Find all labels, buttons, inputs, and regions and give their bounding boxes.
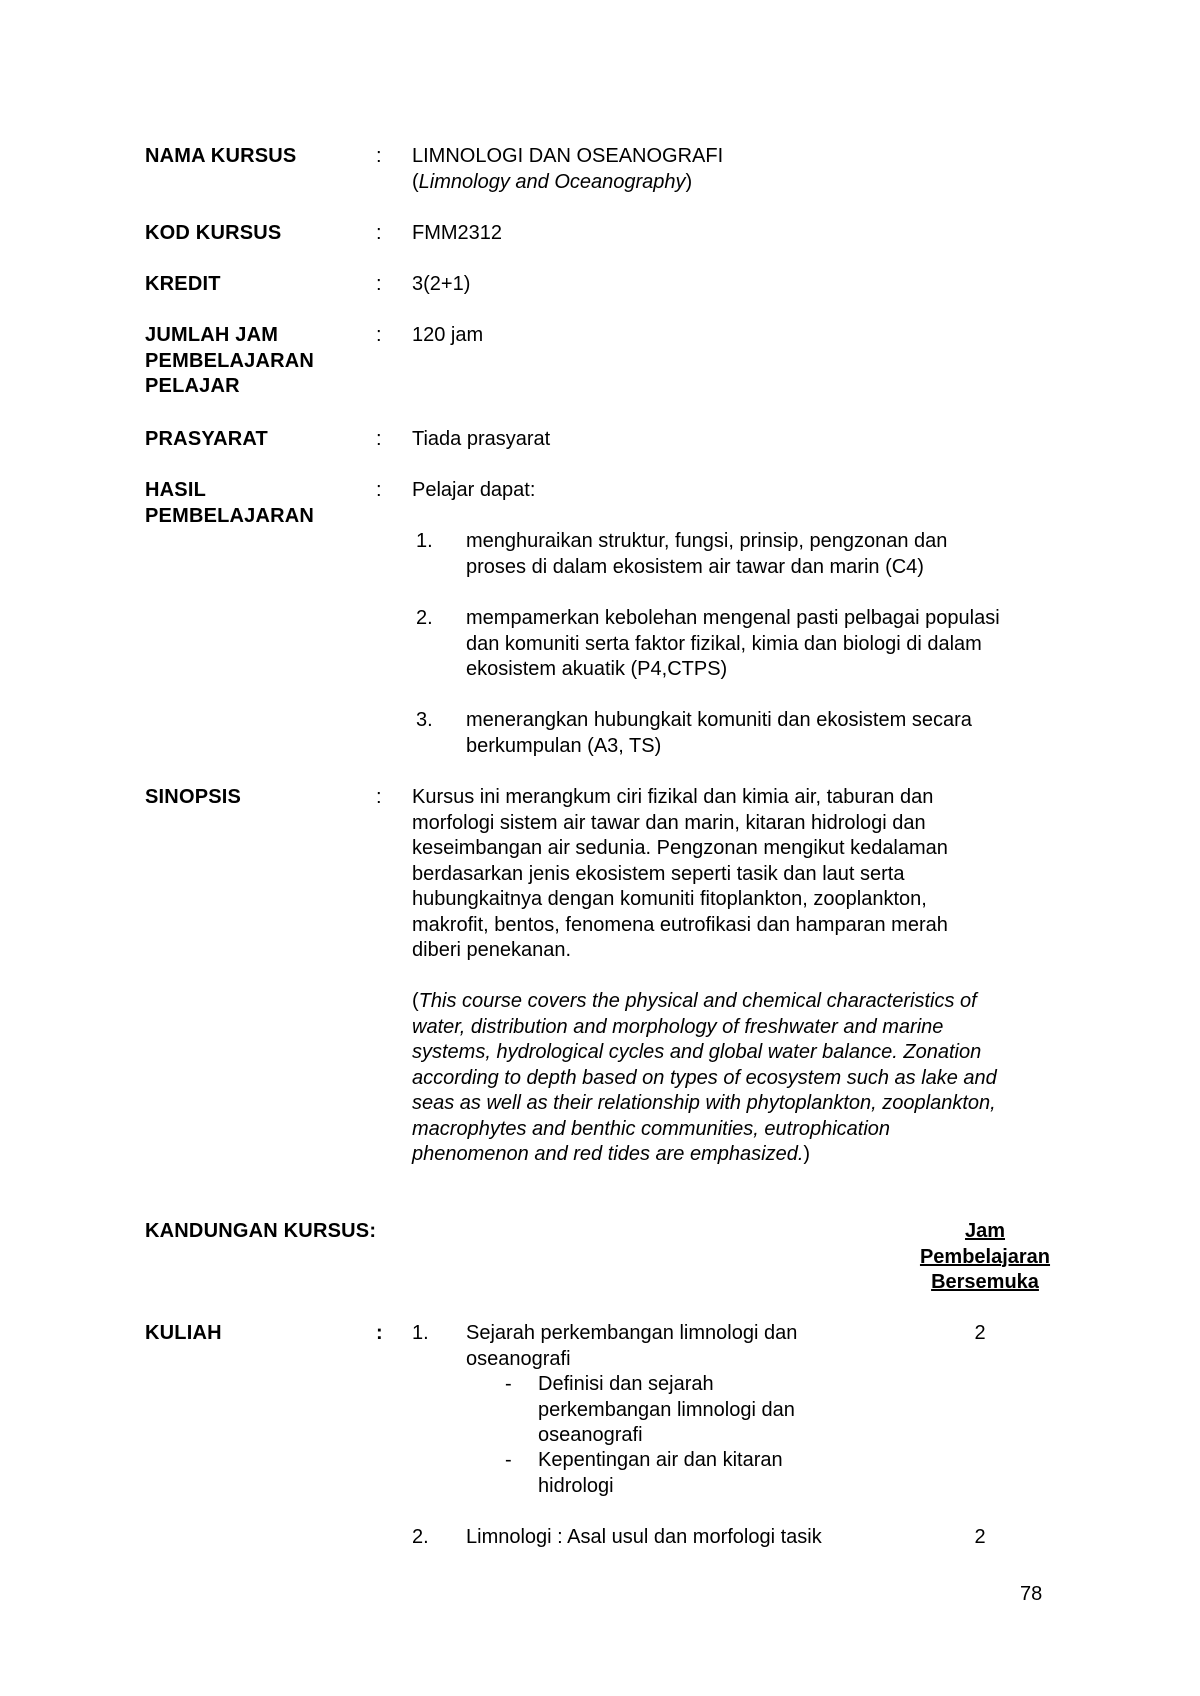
- field-colon: :: [376, 428, 382, 450]
- text-line: water, distribution and morphology of freshwater and marine: [412, 1015, 944, 1038]
- text-line: berdasarkan jenis ekosistem seperti tasik dan laut serta: [412, 862, 905, 885]
- text-line: berkumpulan (A3, TS): [466, 734, 662, 757]
- paren-close: ): [803, 1143, 811, 1165]
- text-line: [412, 1142, 1077, 1168]
- label-line: HASIL: [145, 479, 206, 501]
- section-title: KANDUNGAN KURSUS:: [145, 1220, 377, 1242]
- text-line: hubungkaitnya dengan komuniti fitoplankton, zooplankton,: [412, 888, 927, 910]
- field-label: PRASYARAT: [145, 428, 268, 450]
- field-label: SINOPSIS: [145, 786, 242, 808]
- text-line: oseanografi: [538, 1424, 643, 1446]
- field-colon: :: [376, 324, 382, 346]
- outcome-text: [466, 606, 1076, 683]
- section-label: KULIAH: [145, 1322, 222, 1344]
- kuliah-hours: 2: [974, 1322, 986, 1344]
- kuliah-hours: 2: [974, 1526, 986, 1548]
- field-colon: :: [376, 273, 382, 295]
- text-line: according to depth based on types of ecosystem such as lake and: [412, 1066, 997, 1089]
- outcome-number: 2.: [416, 607, 433, 629]
- outcome-number: 1.: [416, 530, 433, 552]
- text-line: oseanografi: [466, 1347, 571, 1370]
- jam-column-header: [905, 1219, 1065, 1296]
- field-value: Tiada prasyarat: [412, 428, 551, 450]
- sub-text: [538, 1372, 868, 1449]
- text-line: systems, hydrological cycles and global water balance. Zonation: [412, 1041, 982, 1063]
- paren-open: (: [412, 990, 419, 1012]
- field-label: NAMA KURSUS: [145, 145, 297, 167]
- text-line: morfologi sistem air tawar dan marin, kitaran hidrologi dan: [412, 811, 926, 834]
- outcomes-intro: Pelajar dapat:: [412, 479, 536, 501]
- kuliah-number: 2.: [412, 1526, 429, 1548]
- text-line: keseimbangan air sedunia. Pengzonan mengikut kedalaman: [412, 837, 948, 859]
- course-name-en-text: Limnology and Oceanography: [418, 170, 686, 193]
- text-span: This course covers the physical and chemical characteristics of: [418, 990, 977, 1012]
- field-colon: :: [376, 1322, 383, 1344]
- synopsis-en: [412, 989, 1077, 1168]
- header-line: Bersemuka: [931, 1271, 1039, 1293]
- kuliah-number: 1.: [412, 1322, 429, 1344]
- field-colon: :: [376, 786, 382, 808]
- paren-open: (: [412, 170, 419, 193]
- field-value: [412, 144, 1077, 195]
- text-line: dan komuniti serta faktor fizikal, kimia dan biologi di dalam: [466, 632, 982, 655]
- text-line: Sejarah perkembangan limnologi dan: [466, 1322, 798, 1344]
- paren-close: ): [685, 170, 693, 193]
- kuliah-topic: [466, 1321, 886, 1372]
- sub-bullet: -: [505, 1449, 512, 1471]
- label-line: PEMBELAJARAN: [145, 349, 315, 372]
- page-number: 78: [1020, 1583, 1043, 1605]
- text-line: menghuraikan struktur, fungsi, prinsip, pengzonan dan: [466, 530, 948, 552]
- field-label: [145, 323, 365, 400]
- text-line: Kursus ini merangkum ciri fizikal dan kimia air, taburan dan: [412, 786, 934, 808]
- field-value: 120 jam: [412, 324, 484, 346]
- text-line: [412, 989, 1077, 1015]
- kuliah-topic: [466, 1525, 906, 1551]
- text-line: Kepentingan air dan kitaran: [538, 1449, 783, 1471]
- text-line: Limnologi : Asal usul dan morfologi tasik: [466, 1526, 822, 1548]
- sub-bullet: -: [505, 1373, 512, 1395]
- text-line: menerangkan hubungkait komuniti dan ekosistem secara: [466, 709, 972, 731]
- sub-text: [538, 1448, 868, 1499]
- synopsis-ms: [412, 785, 1077, 964]
- course-name-ms: LIMNOLOGI DAN OSEANOGRAFI: [412, 145, 724, 167]
- course-name-en: [412, 170, 1077, 196]
- field-colon: :: [376, 222, 382, 244]
- text-line: diberi penekanan.: [412, 939, 572, 961]
- field-value: FMM2312: [412, 222, 503, 244]
- text-line: seas as well as their relationship with phytoplankton, zooplankton,: [412, 1092, 996, 1114]
- field-colon: :: [376, 479, 382, 501]
- header-line: Jam: [964, 1220, 1006, 1242]
- field-label: KREDIT: [145, 273, 221, 295]
- label-line: JUMLAH JAM: [145, 324, 279, 346]
- text-line: hidrologi: [538, 1474, 614, 1497]
- label-line: PEMBELAJARAN: [145, 504, 315, 527]
- text-line: perkembangan limnologi dan: [538, 1398, 795, 1421]
- field-label: [145, 478, 365, 529]
- label-line: PELAJAR: [145, 375, 240, 397]
- text-line: proses di dalam ekosistem air tawar dan marin (C4): [466, 555, 924, 578]
- header-line: Pembelajaran: [919, 1245, 1051, 1268]
- outcome-text: [466, 708, 1076, 759]
- outcome-number: 3.: [416, 709, 433, 731]
- outcome-text: [466, 529, 1076, 580]
- text-line: macrophytes and benthic communities, eutrophication: [412, 1117, 891, 1140]
- text-line: Definisi dan sejarah: [538, 1373, 714, 1395]
- field-colon: :: [376, 145, 382, 167]
- field-value: 3(2+1): [412, 273, 471, 295]
- text-span: phenomenon and red tides are emphasized.: [412, 1143, 804, 1165]
- text-line: makrofit, bentos, fenomena eutrofikasi dan hamparan merah: [412, 913, 948, 936]
- field-label: KOD KURSUS: [145, 222, 282, 244]
- text-line: ekosistem akuatik (P4,CTPS): [466, 658, 728, 680]
- text-line: mempamerkan kebolehan mengenal pasti pelbagai populasi: [466, 607, 1000, 629]
